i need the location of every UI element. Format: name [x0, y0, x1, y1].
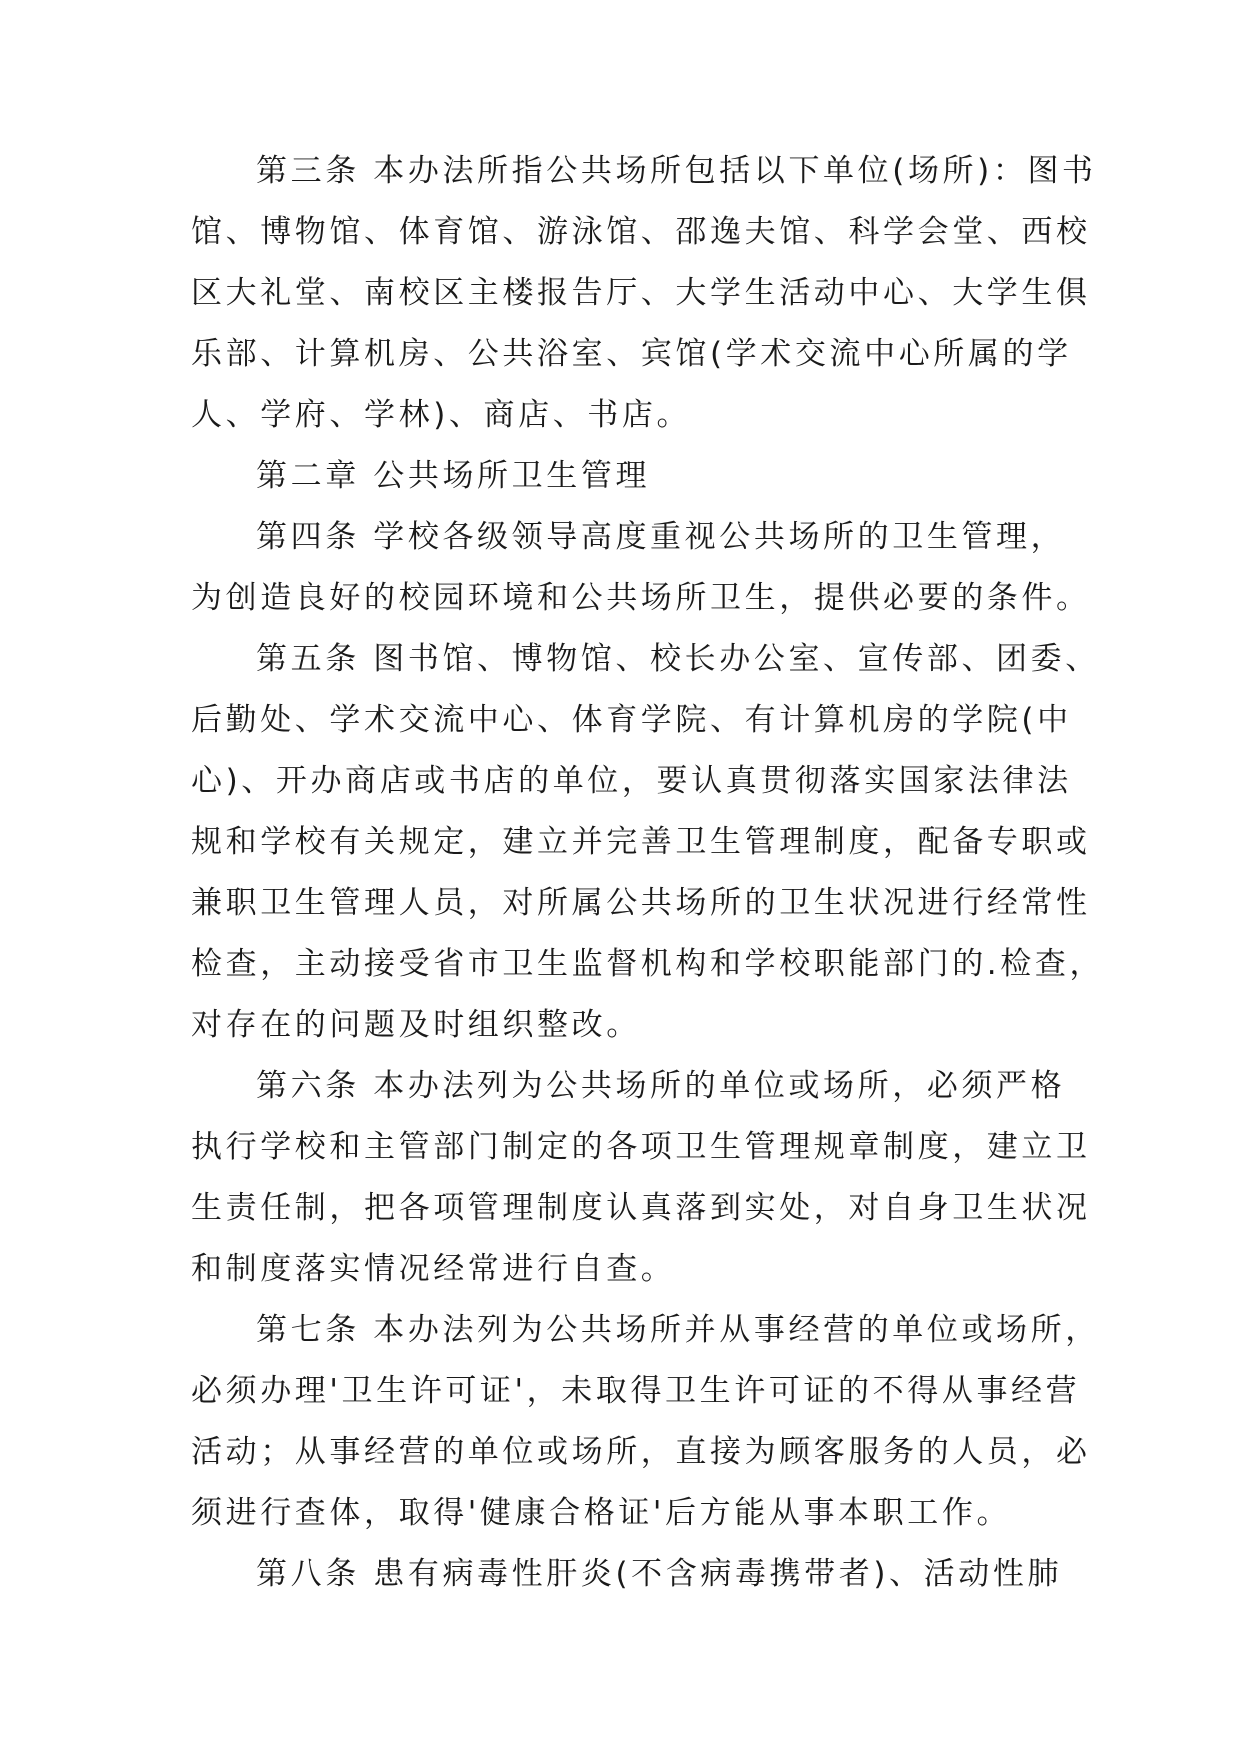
text-line: 第八条 患有病毒性肝炎(不含病毒携带者)、活动性肺 — [256, 1556, 1063, 1592]
text-line: 必须办理'卫生许可证'，未取得卫生许可证的不得从事经营 — [191, 1373, 1081, 1409]
text-line: 第五条 图书馆、博物馆、校长办公室、宣传部、团委、 — [256, 641, 1100, 677]
text-line: 对存在的问题及时组织整改。 — [191, 1007, 641, 1043]
text-line: 检查，主动接受省市卫生监督机构和学校职能部门的.检查， — [191, 946, 1105, 982]
text-line: 馆、博物馆、体育馆、游泳馆、邵逸夫馆、科学会堂、西校 — [191, 214, 1091, 250]
text-line: 为创造良好的校园环境和公共场所卫生，提供必要的条件。 — [191, 580, 1091, 616]
text-line: 第三条 本办法所指公共场所包括以下单位(场所)：图书 — [256, 153, 1097, 189]
text-line: 和制度落实情况经常进行自查。 — [191, 1251, 676, 1287]
text-line: 须进行查体，取得'健康合格证'后方能从事本职工作。 — [191, 1495, 1012, 1531]
text-line: 第七条 本办法列为公共场所并从事经营的单位或场所， — [256, 1312, 1100, 1348]
text-line: 活动；从事经营的单位或场所，直接为顾客服务的人员，必 — [191, 1434, 1091, 1470]
text-line: 第四条 学校各级领导高度重视公共场所的卫生管理， — [256, 519, 1066, 555]
text-line: 乐部、计算机房、公共浴室、宾馆(学术交流中心所属的学 — [191, 336, 1072, 372]
text-line: 人、学府、学林)、商店、书店。 — [191, 397, 692, 433]
text-line: 第六条 本办法列为公共场所的单位或场所，必须严格 — [256, 1068, 1066, 1104]
text-line: 兼职卫生管理人员，对所属公共场所的卫生状况进行经常性 — [191, 885, 1091, 921]
text-line: 后勤处、学术交流中心、体育学院、有计算机房的学院(中 — [191, 702, 1072, 738]
text-line: 区大礼堂、南校区主楼报告厅、大学生活动中心、大学生俱 — [191, 275, 1091, 311]
text-line: 执行学校和主管部门制定的各项卫生管理规章制度，建立卫 — [191, 1129, 1091, 1165]
chapter-heading: 第二章 公共场所卫生管理 — [256, 458, 651, 494]
text-line: 规和学校有关规定，建立并完善卫生管理制度，配备专职或 — [191, 824, 1091, 860]
text-line: 心)、开办商店或书店的单位，要认真贯彻落实国家法律法 — [191, 763, 1072, 799]
text-line: 生责任制，把各项管理制度认真落到实处，对自身卫生状况 — [191, 1190, 1091, 1226]
